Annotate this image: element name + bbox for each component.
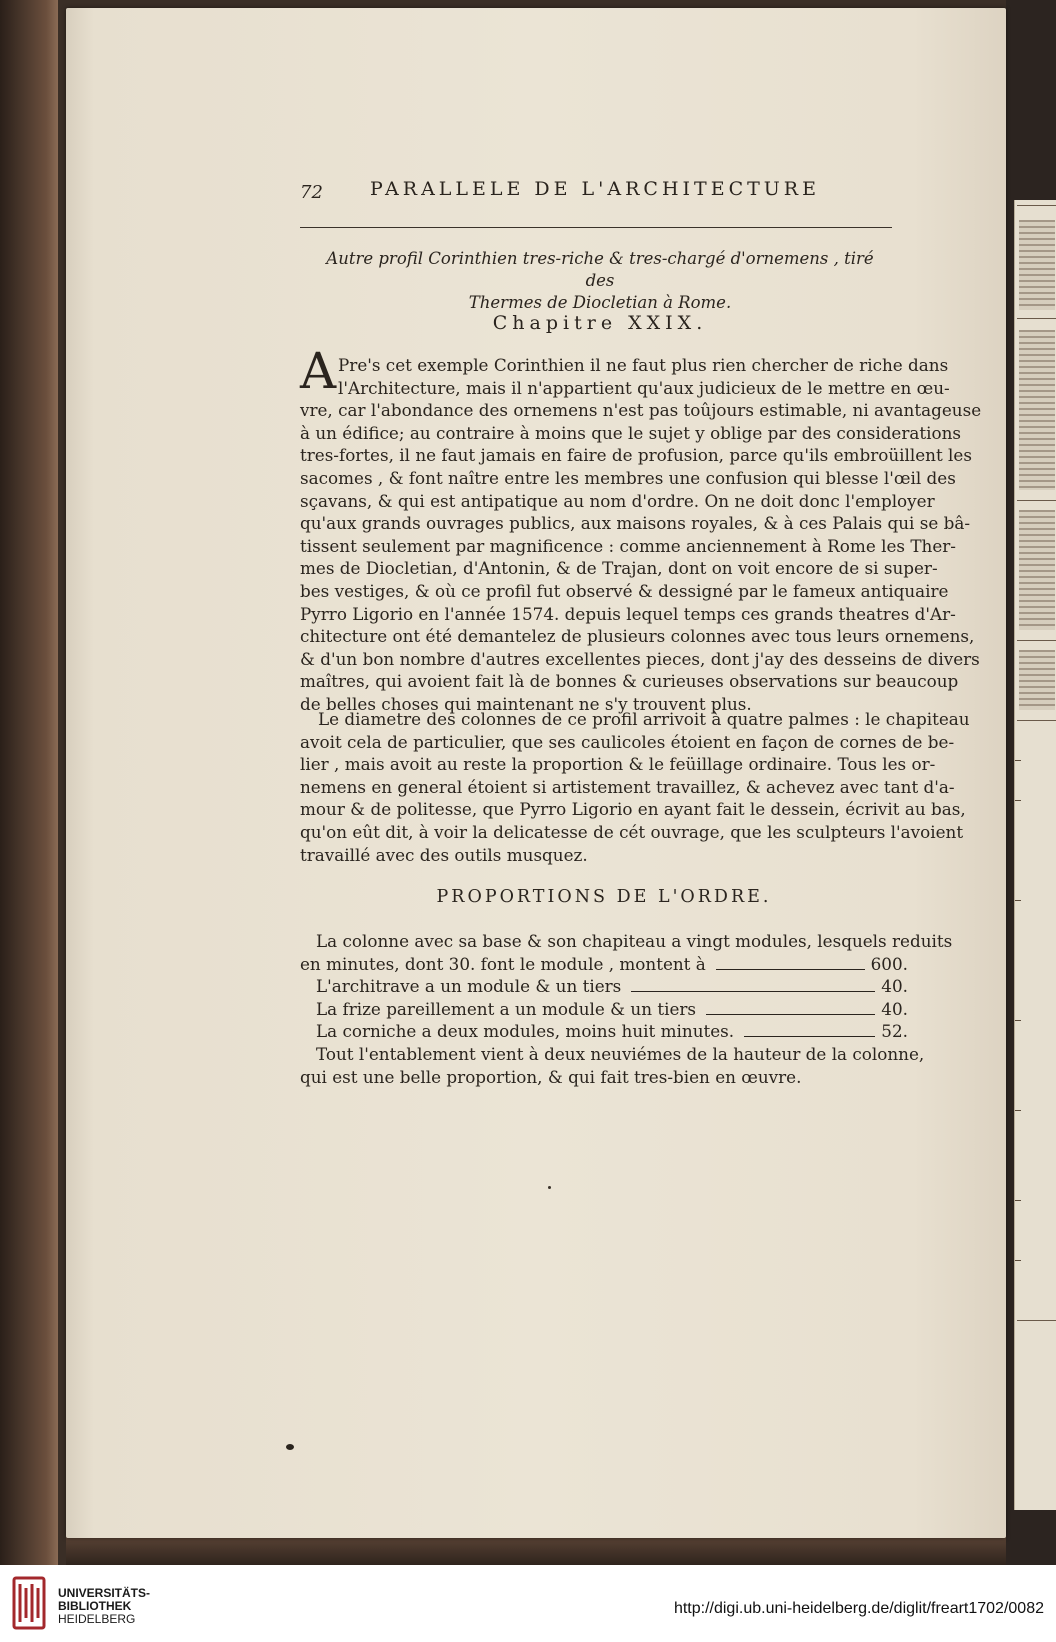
text-line: Pyrro Ligorio en l'année 1574. depuis lequel temps ces grands theatres d'Ar- (300, 603, 956, 624)
ink-speck (286, 1444, 294, 1450)
text-line: à un édifice; au contraire à moins que le sujet y oblige par des considerations (300, 422, 962, 443)
paragraph-1 (300, 354, 982, 716)
proportions-list (300, 930, 953, 1088)
proportion-value: 40. (881, 976, 908, 997)
text-line: bes vestiges, & où ce profil fut observé & dessigné par le fameux antiquaire (300, 580, 949, 601)
text-line: Le diametre des colonnes de ce profil arrivoit à quatre palmes : le chapiteau (318, 709, 970, 729)
text-line: mes de Diocletian, d'Antonin, & de Trajan, dont on voit encore de si super- (300, 558, 938, 579)
text-line: lier , mais avoit au reste la proportion & le feüillage ordinaire. Tous les or- (300, 754, 936, 775)
proportion-leader-line (744, 1036, 875, 1037)
proportion-row (300, 998, 908, 1021)
proportion-row (300, 953, 908, 976)
text-line: avoit cela de particulier, que ses caulicoles étoient en façon de cornes de be- (300, 731, 955, 752)
text-line: sacomes , & font naître entre les membres une confusion qui blesse l'œil des (300, 467, 956, 488)
text-line: tres-fortes, il ne faut jamais en faire de profusion, parce qu'ils embroüillent les (300, 445, 972, 466)
page-header (300, 178, 860, 208)
proportion-leader-line (716, 969, 865, 970)
text-line: sçavans, & qui est antipatique au nom d'ordre. On ne doit donc l'employer (300, 490, 935, 511)
text-line: vre, car l'abondance des ornemens n'est pas toûjours estimable, ni avantageuse (300, 400, 982, 421)
library-name-line: UNIVERSITÄTS- (58, 1586, 151, 1600)
proportions-intro: La colonne avec sa base & son chapiteau a vingt modules, lesquels reduits (316, 931, 953, 951)
proportion-value: 52. (881, 1021, 908, 1042)
text-line: chitecture ont été demantelez de plusieurs colonnes avec tous leurs ornemens, (300, 626, 975, 647)
proportions-rows (300, 953, 908, 1043)
text-line: nemens en general étoient si artistement travaillez, & achevez avec tant d'a- (300, 776, 955, 797)
proportion-leader-line (706, 1014, 875, 1015)
subtitle-line: Autre profil Corinthien tres-riche & tres-chargé d'ornemens , tiré des (326, 249, 874, 290)
library-name-line: BIBLIOTHEK (58, 1599, 132, 1613)
proportion-leader-line (631, 991, 875, 992)
page-number: 72 (300, 182, 323, 203)
subtitle (320, 248, 880, 314)
proportion-label: en minutes, dont 30. font le module , montent à (300, 953, 706, 974)
proportions-closing-line: Tout l'entablement vient à deux neuviémes de la hauteur de la colonne, (316, 1043, 925, 1064)
running-head: PARALLELE DE L'ARCHITECTURE (370, 178, 820, 200)
section-heading: PROPORTIONS DE L'ORDRE. (436, 887, 772, 907)
proportions-closing-line: qui est une belle proportion, & qui fait tres-bien en œuvre. (300, 1066, 802, 1087)
proportion-row (300, 975, 908, 998)
text-line: tissent seulement par magnificence : comme anciennement à Rome les Ther- (300, 535, 956, 556)
book-edge-bottom (66, 1536, 1006, 1565)
proportion-row (300, 1020, 908, 1043)
next-page-sliver (1014, 200, 1056, 1510)
header-rule (300, 227, 892, 228)
paragraph-2 (300, 708, 970, 866)
text-line: qu'on eût dit, à voir la delicatesse de cét ouvrage, que les sculpteurs l'avoient (300, 821, 964, 842)
text-line: Pre's cet exemple Corinthien il ne faut plus rien chercher de riche dans (338, 355, 949, 375)
text-line: mour & de politesse, que Pyrro Ligorio en ayant fait le dessein, écrivit au bas, (300, 799, 966, 820)
text-line: maîtres, qui avoient fait là de bonnes & curieuses observations sur beaucoup (300, 671, 959, 692)
text-line: travaillé avec des outils musquez. (300, 844, 588, 865)
proportion-label: L'architrave a un module & un tiers (316, 976, 622, 997)
text-line: & d'un bon nombre d'autres excellentes pieces, dont j'ay des desseins de divers (300, 648, 980, 669)
text-line: qu'aux grands ouvrages publics, aux maisons royales, & à ces Palais qui se bâ- (300, 513, 970, 534)
chapter-title: Chapitre XXIX. (492, 312, 708, 334)
subtitle-line: Thermes de Diocletian à Rome. (468, 293, 732, 312)
text-line: l'Architecture, mais il n'appartient qu'aux judicieux de le mettre en œu- (338, 377, 950, 398)
ink-speck (548, 1186, 551, 1189)
proportion-value: 40. (881, 998, 908, 1019)
source-url[interactable]: http://digi.ub.uni-heidelberg.de/diglit/freart1702/0082 (673, 1600, 1044, 1617)
proportion-label: La corniche a deux modules, moins huit minutes. (316, 1021, 735, 1042)
drop-cap: A (300, 342, 337, 400)
proportion-value: 600. (870, 953, 908, 974)
library-name-line: HEIDELBERG (58, 1612, 136, 1626)
book-edge-left (0, 0, 58, 1565)
library-name (58, 1587, 150, 1626)
text-line: de belles choses qui maintenant ne s'y trouvent plus. (300, 693, 752, 714)
library-logo-icon (10, 1572, 50, 1634)
proportion-label: La frize pareillement a un module & un tiers (316, 998, 697, 1019)
